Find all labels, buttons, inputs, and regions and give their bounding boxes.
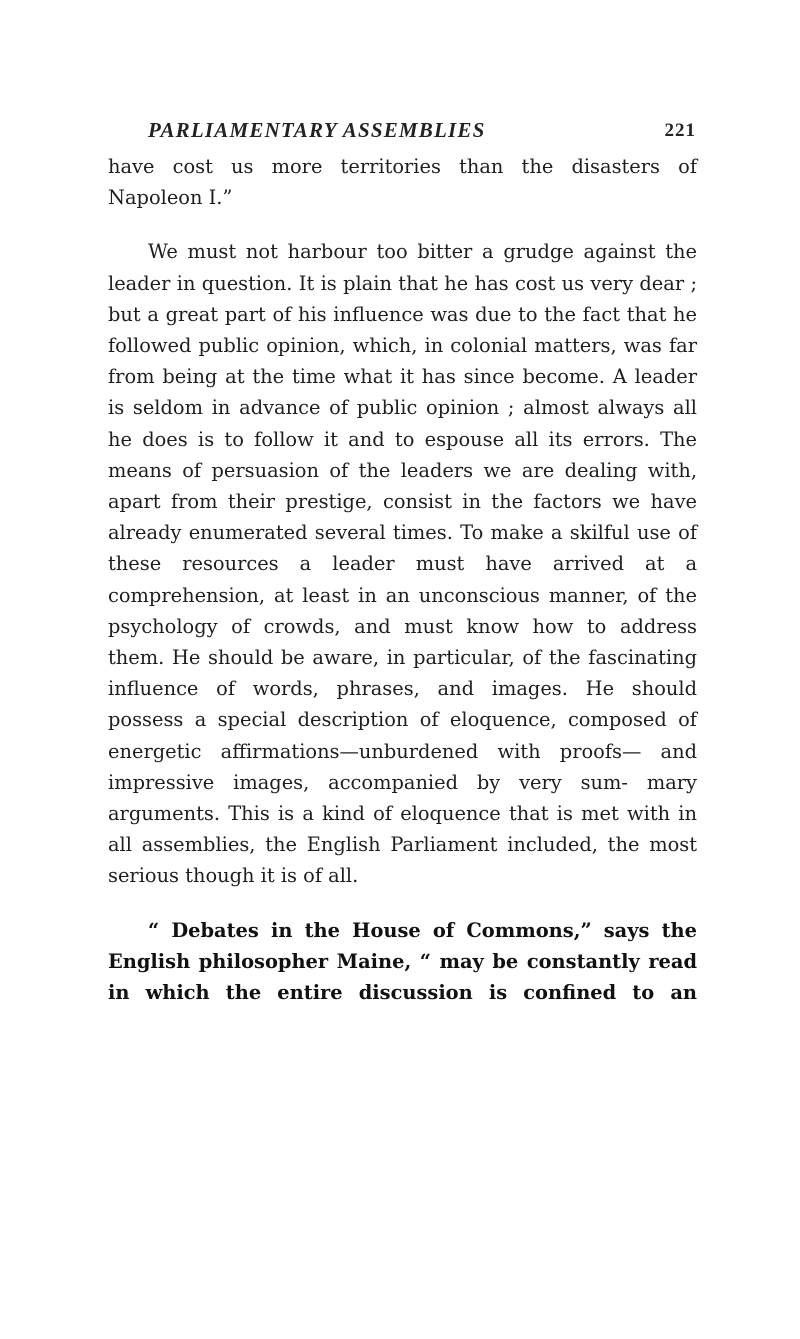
paragraph-maine-quote: “ Debates in the House of Commons,” says the English philosopher Maine, “ may be constantly read in which the entire discussion is confined to an (108, 918, 697, 1005)
paragraph-gap (108, 213, 697, 236)
paragraph-gap (108, 892, 697, 915)
paragraph-leader-grudge: We must not harbour too bitter a grudge against the leader in question. It is plain that he has cost us very dear ; but a great part of his influence was due to the fact that he followed public opinion, which, in colonial matters, was far from being at the time what it has since become. A leader is seldom in advance of public opinion ; almost always all he does is to follow it and to espouse all its errors. The means of persuasion of the leaders we are dealing with, apart from their prestige, consist in the factors we have already enumerated several times. To make a skilful use of these resources a leader must have arrived at a comprehension, at least in an unconscious manner, of the psychology of crowds, and must know how to address them. He should be aware, in particular, of the fascinating influence of words, phrases, and images. He should possess a special description of eloquence, composed of energetic affirmations—unburdened with proofs— and impressive images, accompanied by very sum- mary arguments. This is a kind of eloquence that is met with in all assemblies, the English Parliament included, the most serious though it is of all. (108, 240, 697, 888)
body-text (108, 151, 697, 1008)
paragraph-continuation: have cost us more territories than the disasters of Napoleon I.” (108, 155, 697, 210)
running-title: PARLIAMENTARY ASSEMBLIES (148, 118, 486, 142)
page-number: 221 (664, 120, 696, 141)
running-head (148, 118, 696, 150)
